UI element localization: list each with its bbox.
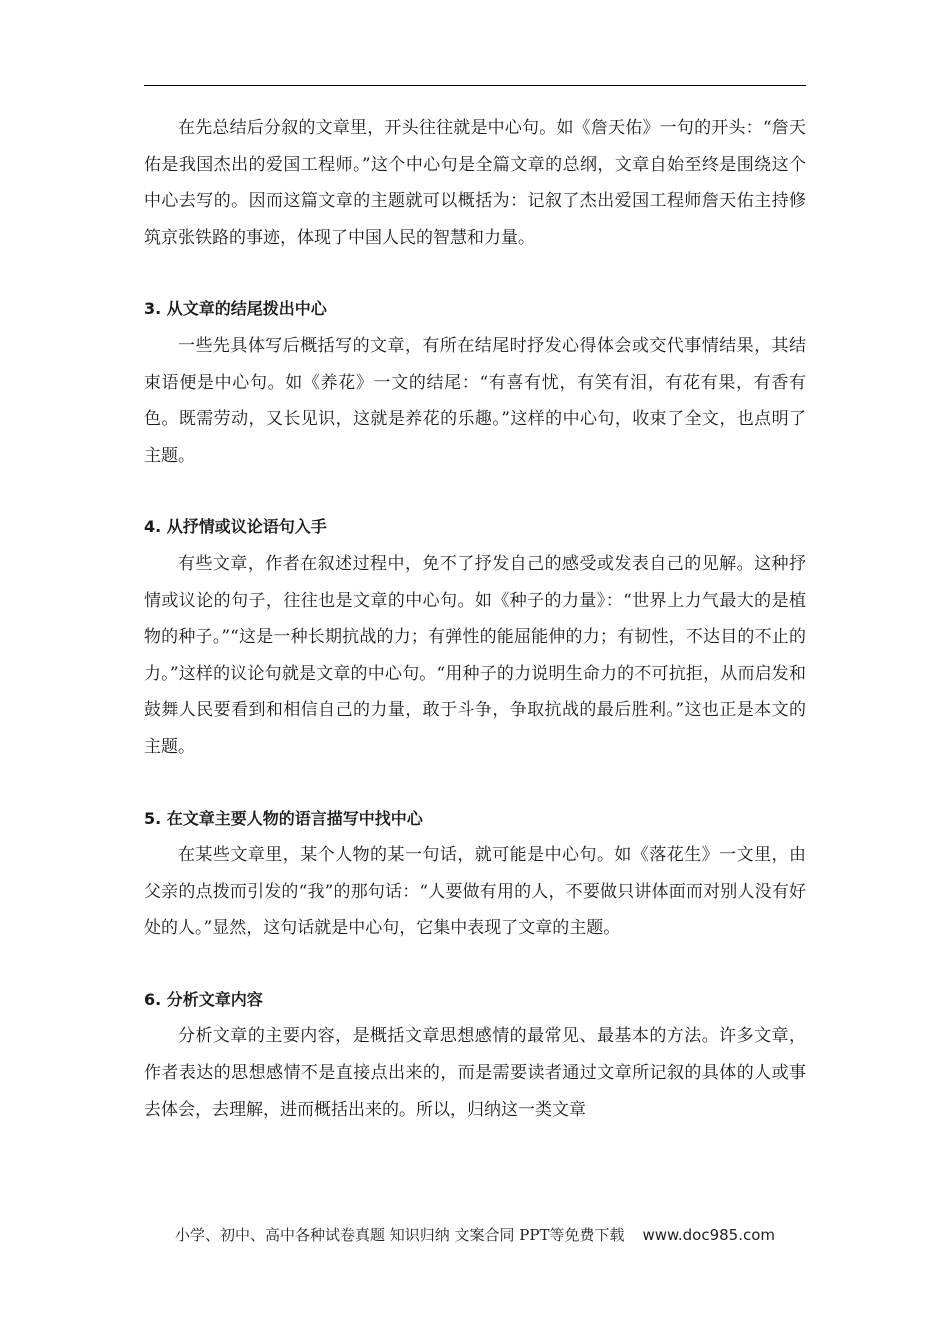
section-heading-4: 4. 从抒情或议论语句入手	[144, 517, 327, 537]
section-gap	[144, 474, 806, 509]
document-body	[144, 110, 806, 1128]
section-body-3: 一些先具体写后概括写的文章，有所在结尾时抒发心得体会或交代事情结果，其结束语便是中心句。如《养花》一文的结尾：“有喜有忧，有笑有泪，有花有果，有香有色。既需劳动，又长见识，这就是养花的乐趣。”这样的中心句，收束了全文，也点明了主题。	[144, 335, 806, 466]
section-gap	[144, 947, 806, 982]
section-body-5: 在某些文章里，某个人物的某一句话，就可能是中心句。如《落花生》一文里，由父亲的点拨而引发的“我”的那句话：“人要做有用的人，不要做只讲体面而对别人没有好处的人。”显然，这句话就是中心句，它集中表现了文章的主题。	[144, 845, 806, 939]
header-rule	[144, 85, 806, 86]
section-body-6: 分析文章的主要内容，是概括文章思想感情的最常见、最基本的方法。许多文章，作者表达的思想感情不是直接点出来的，而是需要读者通过文章所记叙的具体的人或事去体会，去理解，进而概括出来的。所以，归纳这一类文章	[144, 1026, 806, 1120]
footer-url-link[interactable]: www.doc985.com	[642, 1226, 776, 1244]
footer-text: 小学、初中、高中各种试卷真题 知识归纳 文案合同 PPT等免费下载	[174, 1226, 625, 1244]
section-body-4: 有些文章，作者在叙述过程中，免不了抒发自己的感受或发表自己的见解。这种抒情或议论的句子，往往也是文章的中心句。如《种子的力量》：“世界上力气最大的是植物的种子。”“这是一种长期抗战的力；有弹性的能屈能伸的力；有韧性，不达目的不止的力。”这样的议论句就是文章的中心句。“用种子的力说明生命力的不可抗拒，从而启发和鼓舞人民要看到和相信自己的力量，敢于斗争，争取抗战的最后胜利。”这也正是本文的主题。	[144, 553, 806, 757]
section-gap	[144, 256, 806, 291]
page-footer	[0, 1224, 950, 1245]
intro-paragraph: 在先总结后分叙的文章里，开头往往就是中心句。如《詹天佑》一句的开头：“詹天佑是我国杰出的爱国工程师。”这个中心句是全篇文章的总纲，文章自始至终是围绕这个中心去写的。因而这篇文章的主题就可以概括为：记叙了杰出爱国工程师詹天佑主持修筑京张铁路的事迹，体现了中国人民的智慧和力量。	[144, 118, 806, 248]
section-heading-3: 3. 从文章的结尾拨出中心	[144, 299, 327, 319]
section-heading-6: 6. 分析文章内容	[144, 989, 263, 1009]
section-gap	[144, 766, 806, 801]
section-heading-5: 5. 在文章主要人物的语言描写中找中心	[144, 808, 423, 828]
